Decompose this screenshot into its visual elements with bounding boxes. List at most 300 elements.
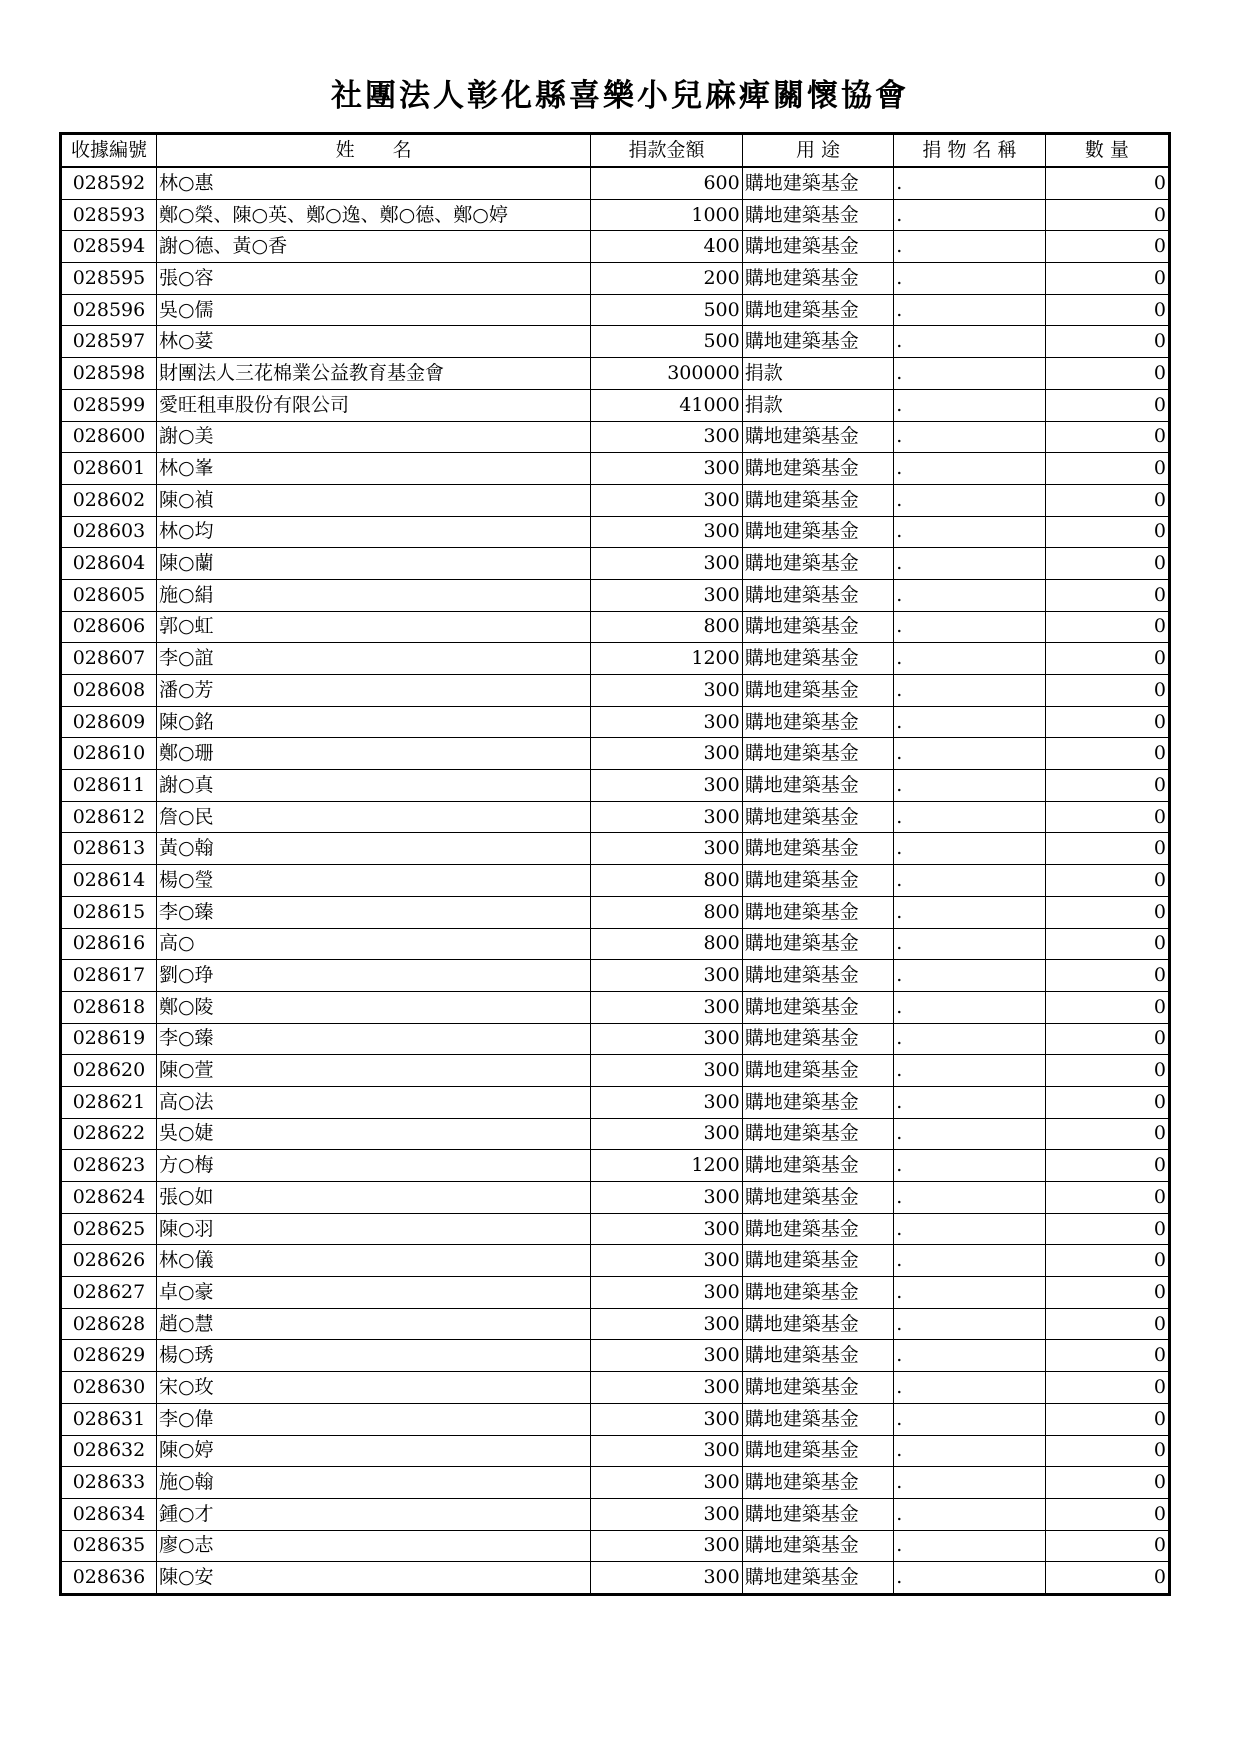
table-row <box>61 1403 1170 1435</box>
cell-quantity: 0 <box>1045 421 1169 453</box>
cell-receipt-no: 028608 <box>61 675 157 707</box>
cell-quantity: 0 <box>1045 928 1169 960</box>
cell-amount: 300 <box>591 1245 743 1277</box>
cell-purpose: 購地建築基金 <box>742 1023 894 1055</box>
cell-amount: 300 <box>591 1340 743 1372</box>
cell-item-name: . <box>894 199 1046 231</box>
cell-receipt-no: 028625 <box>61 1213 157 1245</box>
cell-receipt-no: 028633 <box>61 1467 157 1499</box>
table-row <box>61 263 1170 295</box>
cell-amount: 300000 <box>591 358 743 390</box>
cell-quantity: 0 <box>1045 643 1169 675</box>
cell-item-name: . <box>894 1435 1046 1467</box>
cell-item-name: . <box>894 1182 1046 1214</box>
cell-amount: 300 <box>591 1435 743 1467</box>
cell-amount: 300 <box>591 1023 743 1055</box>
cell-receipt-no: 028595 <box>61 263 157 295</box>
cell-amount: 300 <box>591 1277 743 1309</box>
cell-amount: 300 <box>591 738 743 770</box>
cell-receipt-no: 028623 <box>61 1150 157 1182</box>
table-row <box>61 991 1170 1023</box>
cell-item-name: . <box>894 231 1046 263</box>
cell-receipt-no: 028593 <box>61 199 157 231</box>
cell-purpose: 購地建築基金 <box>742 1245 894 1277</box>
cell-purpose: 購地建築基金 <box>742 199 894 231</box>
table-row <box>61 1530 1170 1562</box>
table-row <box>61 453 1170 485</box>
cell-quantity: 0 <box>1045 833 1169 865</box>
cell-purpose: 購地建築基金 <box>742 865 894 897</box>
cell-amount: 300 <box>591 801 743 833</box>
cell-quantity: 0 <box>1045 1372 1169 1404</box>
table-row <box>61 1245 1170 1277</box>
cell-quantity: 0 <box>1045 516 1169 548</box>
cell-name: 黃○翰 <box>156 833 590 865</box>
cell-name: 詹○民 <box>156 801 590 833</box>
table-row <box>61 579 1170 611</box>
cell-item-name: . <box>894 389 1046 421</box>
cell-name: 李○誼 <box>156 643 590 675</box>
cell-purpose: 購地建築基金 <box>742 611 894 643</box>
cell-purpose: 購地建築基金 <box>742 453 894 485</box>
cell-item-name: . <box>894 1118 1046 1150</box>
cell-name: 李○臻 <box>156 896 590 928</box>
cell-name: 高○ <box>156 928 590 960</box>
cell-purpose: 購地建築基金 <box>742 326 894 358</box>
cell-receipt-no: 028596 <box>61 294 157 326</box>
cell-item-name: . <box>894 991 1046 1023</box>
cell-name: 劉○琤 <box>156 960 590 992</box>
cell-quantity: 0 <box>1045 1308 1169 1340</box>
table-row <box>61 1372 1170 1404</box>
cell-quantity: 0 <box>1045 1086 1169 1118</box>
cell-quantity: 0 <box>1045 1055 1169 1087</box>
table-row <box>61 1086 1170 1118</box>
cell-purpose: 購地建築基金 <box>742 1055 894 1087</box>
header-item-name: 捐 物 名 稱 <box>894 134 1046 168</box>
cell-amount: 300 <box>591 706 743 738</box>
cell-purpose: 購地建築基金 <box>742 579 894 611</box>
cell-receipt-no: 028617 <box>61 960 157 992</box>
cell-amount: 600 <box>591 167 743 199</box>
cell-quantity: 0 <box>1045 1562 1169 1595</box>
cell-item-name: . <box>894 1055 1046 1087</box>
cell-item-name: . <box>894 1308 1046 1340</box>
cell-receipt-no: 028610 <box>61 738 157 770</box>
cell-quantity: 0 <box>1045 1245 1169 1277</box>
table-row <box>61 1467 1170 1499</box>
cell-item-name: . <box>894 1213 1046 1245</box>
table-header-row <box>61 134 1170 168</box>
cell-name: 林○儀 <box>156 1245 590 1277</box>
cell-purpose: 購地建築基金 <box>742 1562 894 1595</box>
cell-quantity: 0 <box>1045 960 1169 992</box>
table-row <box>61 1150 1170 1182</box>
cell-item-name: . <box>894 1277 1046 1309</box>
cell-purpose: 購地建築基金 <box>742 1340 894 1372</box>
cell-quantity: 0 <box>1045 199 1169 231</box>
cell-name: 陳○安 <box>156 1562 590 1595</box>
table-row <box>61 231 1170 263</box>
table-row <box>61 1182 1170 1214</box>
cell-quantity: 0 <box>1045 389 1169 421</box>
cell-receipt-no: 028620 <box>61 1055 157 1087</box>
cell-purpose: 購地建築基金 <box>742 801 894 833</box>
cell-item-name: . <box>894 421 1046 453</box>
table-row <box>61 675 1170 707</box>
table-row <box>61 294 1170 326</box>
header-quantity: 數 量 <box>1045 134 1169 168</box>
cell-name: 楊○琇 <box>156 1340 590 1372</box>
cell-purpose: 購地建築基金 <box>742 960 894 992</box>
cell-receipt-no: 028635 <box>61 1530 157 1562</box>
cell-purpose: 購地建築基金 <box>742 643 894 675</box>
cell-amount: 300 <box>591 991 743 1023</box>
cell-item-name: . <box>894 611 1046 643</box>
cell-quantity: 0 <box>1045 1118 1169 1150</box>
table-row <box>61 516 1170 548</box>
cell-receipt-no: 028629 <box>61 1340 157 1372</box>
cell-receipt-no: 028594 <box>61 231 157 263</box>
cell-receipt-no: 028613 <box>61 833 157 865</box>
cell-purpose: 購地建築基金 <box>742 167 894 199</box>
cell-purpose: 購地建築基金 <box>742 1403 894 1435</box>
cell-purpose: 購地建築基金 <box>742 991 894 1023</box>
cell-name: 陳○蘭 <box>156 548 590 580</box>
cell-purpose: 購地建築基金 <box>742 263 894 295</box>
cell-item-name: . <box>894 770 1046 802</box>
table-row <box>61 865 1170 897</box>
cell-item-name: . <box>894 263 1046 295</box>
cell-item-name: . <box>894 1086 1046 1118</box>
cell-item-name: . <box>894 865 1046 897</box>
cell-amount: 500 <box>591 326 743 358</box>
cell-quantity: 0 <box>1045 1277 1169 1309</box>
cell-item-name: . <box>894 1530 1046 1562</box>
cell-name: 李○臻 <box>156 1023 590 1055</box>
table-row <box>61 389 1170 421</box>
cell-receipt-no: 028616 <box>61 928 157 960</box>
cell-item-name: . <box>894 579 1046 611</box>
cell-name: 廖○志 <box>156 1530 590 1562</box>
cell-name: 吳○儒 <box>156 294 590 326</box>
cell-quantity: 0 <box>1045 1498 1169 1530</box>
cell-name: 鍾○才 <box>156 1498 590 1530</box>
cell-quantity: 0 <box>1045 453 1169 485</box>
table-row <box>61 358 1170 390</box>
cell-item-name: . <box>894 1372 1046 1404</box>
cell-receipt-no: 028630 <box>61 1372 157 1404</box>
cell-name: 李○偉 <box>156 1403 590 1435</box>
cell-quantity: 0 <box>1045 770 1169 802</box>
cell-name: 陳○禎 <box>156 484 590 516</box>
cell-purpose: 購地建築基金 <box>742 1530 894 1562</box>
table-row <box>61 1340 1170 1372</box>
cell-amount: 300 <box>591 770 743 802</box>
cell-name: 謝○美 <box>156 421 590 453</box>
cell-item-name: . <box>894 548 1046 580</box>
cell-quantity: 0 <box>1045 738 1169 770</box>
cell-amount: 300 <box>591 675 743 707</box>
table-row <box>61 928 1170 960</box>
cell-name: 趙○慧 <box>156 1308 590 1340</box>
cell-purpose: 購地建築基金 <box>742 928 894 960</box>
cell-amount: 1000 <box>591 199 743 231</box>
cell-quantity: 0 <box>1045 896 1169 928</box>
cell-name: 謝○德、黃○香 <box>156 231 590 263</box>
cell-receipt-no: 028615 <box>61 896 157 928</box>
cell-item-name: . <box>894 294 1046 326</box>
table-row <box>61 960 1170 992</box>
cell-receipt-no: 028597 <box>61 326 157 358</box>
table-row <box>61 1498 1170 1530</box>
cell-amount: 300 <box>591 1403 743 1435</box>
cell-receipt-no: 028634 <box>61 1498 157 1530</box>
cell-quantity: 0 <box>1045 484 1169 516</box>
cell-quantity: 0 <box>1045 1467 1169 1499</box>
cell-amount: 300 <box>591 421 743 453</box>
cell-name: 張○如 <box>156 1182 590 1214</box>
header-receipt-no: 收據編號 <box>61 134 157 168</box>
cell-quantity: 0 <box>1045 548 1169 580</box>
cell-purpose: 購地建築基金 <box>742 738 894 770</box>
cell-receipt-no: 028628 <box>61 1308 157 1340</box>
cell-name: 張○容 <box>156 263 590 295</box>
cell-quantity: 0 <box>1045 675 1169 707</box>
cell-item-name: . <box>894 1245 1046 1277</box>
cell-item-name: . <box>894 675 1046 707</box>
cell-amount: 300 <box>591 1467 743 1499</box>
cell-purpose: 購地建築基金 <box>742 484 894 516</box>
table-row <box>61 167 1170 199</box>
table-row <box>61 1277 1170 1309</box>
cell-amount: 800 <box>591 928 743 960</box>
page-title: 社團法人彰化縣喜樂小兒麻痺關懷協會 <box>331 78 909 114</box>
cell-item-name: . <box>894 516 1046 548</box>
cell-amount: 300 <box>591 579 743 611</box>
cell-name: 吳○婕 <box>156 1118 590 1150</box>
cell-item-name: . <box>894 1403 1046 1435</box>
cell-quantity: 0 <box>1045 167 1169 199</box>
cell-receipt-no: 028609 <box>61 706 157 738</box>
table-row <box>61 199 1170 231</box>
cell-name: 鄭○陵 <box>156 991 590 1023</box>
cell-quantity: 0 <box>1045 1150 1169 1182</box>
cell-amount: 300 <box>591 1055 743 1087</box>
cell-receipt-no: 028618 <box>61 991 157 1023</box>
cell-amount: 300 <box>591 960 743 992</box>
cell-amount: 300 <box>591 1530 743 1562</box>
cell-item-name: . <box>894 358 1046 390</box>
cell-item-name: . <box>894 167 1046 199</box>
table-row <box>61 738 1170 770</box>
table-row <box>61 896 1170 928</box>
cell-purpose: 購地建築基金 <box>742 421 894 453</box>
cell-purpose: 購地建築基金 <box>742 1150 894 1182</box>
cell-amount: 300 <box>591 548 743 580</box>
cell-item-name: . <box>894 801 1046 833</box>
cell-receipt-no: 028605 <box>61 579 157 611</box>
cell-item-name: . <box>894 484 1046 516</box>
cell-name: 林○峯 <box>156 453 590 485</box>
cell-receipt-no: 028627 <box>61 1277 157 1309</box>
cell-receipt-no: 028606 <box>61 611 157 643</box>
cell-name: 鄭○榮、陳○英、鄭○逸、鄭○德、鄭○婷 <box>156 199 590 231</box>
cell-receipt-no: 028612 <box>61 801 157 833</box>
cell-item-name: . <box>894 326 1046 358</box>
cell-receipt-no: 028599 <box>61 389 157 421</box>
cell-purpose: 購地建築基金 <box>742 1182 894 1214</box>
cell-amount: 500 <box>591 294 743 326</box>
table-row <box>61 1562 1170 1595</box>
table-row <box>61 643 1170 675</box>
cell-item-name: . <box>894 453 1046 485</box>
cell-quantity: 0 <box>1045 1213 1169 1245</box>
table-row <box>61 1308 1170 1340</box>
cell-amount: 300 <box>591 1118 743 1150</box>
cell-item-name: . <box>894 1562 1046 1595</box>
cell-item-name: . <box>894 1023 1046 1055</box>
cell-item-name: . <box>894 706 1046 738</box>
cell-amount: 300 <box>591 453 743 485</box>
cell-amount: 1200 <box>591 1150 743 1182</box>
cell-name: 林○惠 <box>156 167 590 199</box>
header-name: 姓 名 <box>156 134 590 168</box>
table-row <box>61 833 1170 865</box>
cell-receipt-no: 028632 <box>61 1435 157 1467</box>
cell-receipt-no: 028603 <box>61 516 157 548</box>
cell-receipt-no: 028607 <box>61 643 157 675</box>
cell-name: 高○法 <box>156 1086 590 1118</box>
cell-item-name: . <box>894 1150 1046 1182</box>
cell-purpose: 購地建築基金 <box>742 675 894 707</box>
cell-quantity: 0 <box>1045 326 1169 358</box>
cell-quantity: 0 <box>1045 579 1169 611</box>
cell-name: 陳○萱 <box>156 1055 590 1087</box>
cell-amount: 300 <box>591 484 743 516</box>
cell-name: 郭○虹 <box>156 611 590 643</box>
cell-receipt-no: 028622 <box>61 1118 157 1150</box>
table-row <box>61 421 1170 453</box>
cell-amount: 200 <box>591 263 743 295</box>
cell-quantity: 0 <box>1045 1403 1169 1435</box>
table-row <box>61 326 1170 358</box>
cell-amount: 300 <box>591 1213 743 1245</box>
cell-amount: 41000 <box>591 389 743 421</box>
cell-item-name: . <box>894 896 1046 928</box>
cell-purpose: 購地建築基金 <box>742 548 894 580</box>
cell-purpose: 購地建築基金 <box>742 231 894 263</box>
cell-receipt-no: 028621 <box>61 1086 157 1118</box>
cell-purpose: 購地建築基金 <box>742 1086 894 1118</box>
cell-amount: 300 <box>591 1182 743 1214</box>
cell-item-name: . <box>894 738 1046 770</box>
cell-receipt-no: 028624 <box>61 1182 157 1214</box>
cell-name: 陳○婷 <box>156 1435 590 1467</box>
cell-name: 愛旺租車股份有限公司 <box>156 389 590 421</box>
cell-amount: 1200 <box>591 643 743 675</box>
cell-amount: 300 <box>591 516 743 548</box>
cell-receipt-no: 028631 <box>61 1403 157 1435</box>
cell-name: 潘○芳 <box>156 675 590 707</box>
cell-quantity: 0 <box>1045 611 1169 643</box>
cell-quantity: 0 <box>1045 1530 1169 1562</box>
cell-name: 財團法人三花棉業公益教育基金會 <box>156 358 590 390</box>
table-row <box>61 484 1170 516</box>
cell-purpose: 購地建築基金 <box>742 294 894 326</box>
cell-quantity: 0 <box>1045 263 1169 295</box>
cell-purpose: 購地建築基金 <box>742 706 894 738</box>
cell-purpose: 購地建築基金 <box>742 770 894 802</box>
table-row <box>61 770 1170 802</box>
table-row <box>61 611 1170 643</box>
cell-name: 鄭○珊 <box>156 738 590 770</box>
cell-name: 謝○真 <box>156 770 590 802</box>
cell-quantity: 0 <box>1045 706 1169 738</box>
cell-item-name: . <box>894 1498 1046 1530</box>
cell-purpose: 購地建築基金 <box>742 833 894 865</box>
cell-name: 楊○瑩 <box>156 865 590 897</box>
cell-purpose: 購地建築基金 <box>742 1372 894 1404</box>
cell-purpose: 購地建築基金 <box>742 1498 894 1530</box>
cell-receipt-no: 028611 <box>61 770 157 802</box>
cell-quantity: 0 <box>1045 865 1169 897</box>
cell-receipt-no: 028592 <box>61 167 157 199</box>
cell-purpose: 購地建築基金 <box>742 1277 894 1309</box>
cell-receipt-no: 028598 <box>61 358 157 390</box>
cell-purpose: 捐款 <box>742 389 894 421</box>
cell-receipt-no: 028601 <box>61 453 157 485</box>
table-row <box>61 1055 1170 1087</box>
cell-quantity: 0 <box>1045 991 1169 1023</box>
cell-quantity: 0 <box>1045 1182 1169 1214</box>
cell-quantity: 0 <box>1045 358 1169 390</box>
cell-purpose: 購地建築基金 <box>742 516 894 548</box>
cell-name: 陳○銘 <box>156 706 590 738</box>
cell-item-name: . <box>894 960 1046 992</box>
cell-purpose: 捐款 <box>742 358 894 390</box>
cell-quantity: 0 <box>1045 801 1169 833</box>
cell-item-name: . <box>894 1467 1046 1499</box>
cell-purpose: 購地建築基金 <box>742 1467 894 1499</box>
cell-amount: 300 <box>591 833 743 865</box>
cell-receipt-no: 028604 <box>61 548 157 580</box>
header-purpose: 用 途 <box>742 134 894 168</box>
cell-item-name: . <box>894 928 1046 960</box>
table-row <box>61 706 1170 738</box>
cell-amount: 800 <box>591 865 743 897</box>
cell-amount: 800 <box>591 611 743 643</box>
cell-item-name: . <box>894 643 1046 675</box>
cell-receipt-no: 028636 <box>61 1562 157 1595</box>
donation-table <box>59 132 1171 1596</box>
cell-quantity: 0 <box>1045 231 1169 263</box>
cell-name: 卓○豪 <box>156 1277 590 1309</box>
cell-amount: 300 <box>591 1562 743 1595</box>
cell-item-name: . <box>894 1340 1046 1372</box>
cell-name: 林○均 <box>156 516 590 548</box>
cell-purpose: 購地建築基金 <box>742 1308 894 1340</box>
cell-amount: 300 <box>591 1498 743 1530</box>
cell-receipt-no: 028602 <box>61 484 157 516</box>
table-row <box>61 1213 1170 1245</box>
table-row <box>61 801 1170 833</box>
cell-quantity: 0 <box>1045 294 1169 326</box>
table-body <box>61 167 1170 1594</box>
cell-amount: 300 <box>591 1308 743 1340</box>
cell-receipt-no: 028600 <box>61 421 157 453</box>
table-row <box>61 548 1170 580</box>
